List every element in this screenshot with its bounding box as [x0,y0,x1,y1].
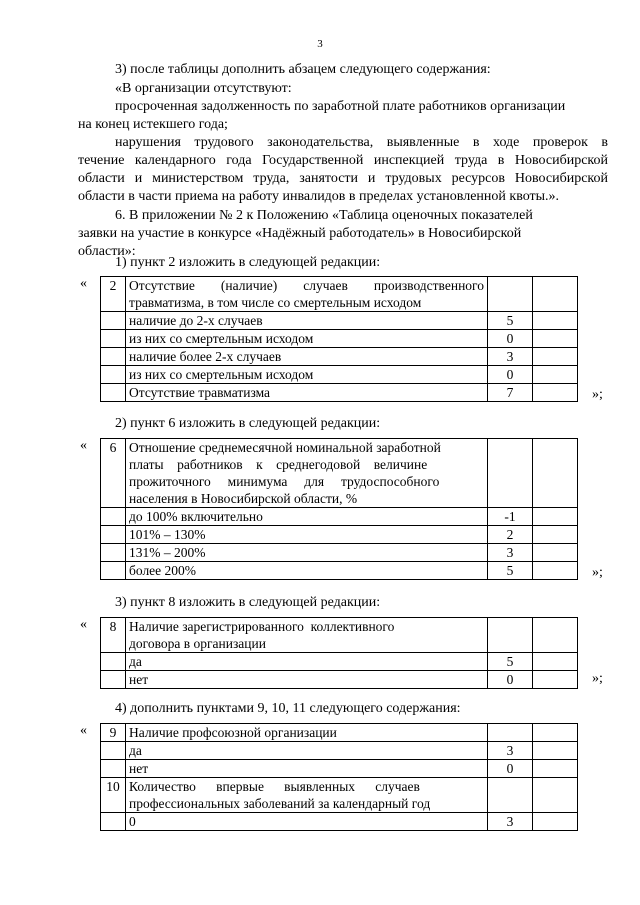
number-cell [101,653,126,671]
row-label: наличие более 2-х случаев [126,348,488,366]
number-cell [101,813,126,831]
score-cell [488,277,533,312]
table-row-title: Наличие профсоюзной организации [126,724,488,742]
number-cell [101,366,126,384]
section-2-heading: 2) пункт 6 изложить в следующей редакции: [115,416,381,431]
row-score: -1 [488,508,533,526]
number-cell [101,544,126,562]
violations-line-1: нарушения трудового законодательства, выявленные в ходе проверок в [115,135,608,150]
row-label: нет [126,671,488,689]
title-line-1: Количество впервые выявленных случаев [129,779,420,794]
title-line-3: прожиточного минимума для трудоспособного [129,474,440,489]
row-score: 5 [488,562,533,580]
page-number: 3 [317,38,323,50]
extra-cell [533,312,578,330]
extra-cell [533,653,578,671]
title-line-2: профессиональных заболеваний за календарный год [129,796,431,811]
table-row [101,277,578,312]
row-label: наличие до 2-х случаев [126,312,488,330]
row-score: 5 [488,653,533,671]
row-label: Отсутствие травматизма [126,384,488,402]
violations-line-4: области в части приема на работу инвалидов в пределах установленной квоты.». [78,189,560,204]
score-cell [488,778,533,813]
number-cell [101,384,126,402]
row-label: из них со смертельным исходом [126,330,488,348]
table-row-title [126,778,488,813]
table-1-quote-close: »; [592,387,603,402]
table-row [101,526,578,544]
extra-cell [533,348,578,366]
extra-cell [533,526,578,544]
table-row [101,813,578,831]
row-score: 3 [488,348,533,366]
table-row [101,366,578,384]
table-point-6 [100,438,578,580]
row-label: да [126,742,488,760]
row-label: более 200% [126,562,488,580]
extra-cell [533,366,578,384]
extra-cell [533,618,578,653]
score-cell [488,439,533,508]
extra-cell [533,724,578,742]
table-points-9-11 [100,723,578,831]
extra-cell [533,544,578,562]
table-row [101,742,578,760]
table-row-title [126,277,488,312]
row-score: 2 [488,526,533,544]
table-row [101,653,578,671]
table-row-title [126,618,488,653]
table-row [101,618,578,653]
row-label: до 100% включительно [126,508,488,526]
score-cell [488,724,533,742]
table-4-quote-open: « [80,723,87,738]
table-row [101,439,578,508]
number-cell [101,526,126,544]
number-cell [101,562,126,580]
violations-paragraph [78,134,608,206]
title-line-2: платы работников к среднегодовой величине [129,457,428,472]
point-number: 6 [101,439,126,508]
table-row [101,330,578,348]
row-label: 101% – 130% [126,526,488,544]
row-score: 0 [488,671,533,689]
table-row [101,508,578,526]
row-score: 3 [488,813,533,831]
table-1-quote-open: « [80,276,87,291]
number-cell [101,742,126,760]
table-point-8 [100,617,578,689]
title-line-1: Наличие зарегистрированного коллективного [129,619,395,634]
violations-line-3: области и министерством труда, занятости и трудовых ресурсов Новосибирской [78,171,608,186]
extra-cell [533,277,578,312]
row-label: 0 [126,813,488,831]
table-2-quote-close: »; [592,565,603,580]
extra-cell [533,439,578,508]
row-label: из них со смертельным исходом [126,366,488,384]
title-line-4: населения в Новосибирской области, % [129,491,358,506]
table-3-quote-close: »; [592,671,603,686]
row-label: да [126,653,488,671]
number-cell [101,671,126,689]
point-number: 8 [101,618,126,653]
title-line-2: травматизма, в том числе со смертельным исходом [129,295,422,310]
row-label: 131% – 200% [126,544,488,562]
overdue-line-1: просроченная задолженность по заработной плате работников организации [115,99,566,114]
table-point-2 [100,276,578,402]
extra-cell [533,760,578,778]
extra-cell [533,562,578,580]
quote-start-text: «В организации отсутствуют: [115,81,292,96]
extra-cell [533,742,578,760]
extra-cell [533,384,578,402]
table-3-quote-open: « [80,617,87,632]
title-line-1: Отношение среднемесячной номинальной заработной [129,440,441,455]
table-row [101,348,578,366]
row-score: 0 [488,366,533,384]
row-score: 0 [488,760,533,778]
table-row [101,562,578,580]
table-row [101,778,578,813]
table-row [101,724,578,742]
overdue-paragraph [78,98,608,134]
score-cell [488,618,533,653]
table-row [101,312,578,330]
item-6-paragraph [78,207,608,261]
table-row-title [126,439,488,508]
extra-cell [533,671,578,689]
point-number: 10 [101,778,126,813]
row-score: 3 [488,544,533,562]
number-cell [101,348,126,366]
title-line-2: договора в организации [129,636,266,651]
item-3-text: 3) после таблицы дополнить абзацем следующего содержания: [115,62,491,77]
item-6-line-3: области»: [78,244,136,259]
row-score: 5 [488,312,533,330]
row-score: 0 [488,330,533,348]
table-row [101,544,578,562]
table-2-quote-open: « [80,438,87,453]
table-row [101,671,578,689]
violations-line-2: течение календарного года Государственной инспекцией труда в Новосибирской [78,153,608,168]
extra-cell [533,508,578,526]
extra-cell [533,813,578,831]
title-line-1: Отсутствие (наличие) случаев производственного [129,278,484,293]
number-cell [101,760,126,778]
row-score: 7 [488,384,533,402]
extra-cell [533,778,578,813]
item-6-line-1: 6. В приложении № 2 к Положению «Таблица оценочных показателей [115,208,533,223]
number-cell [101,312,126,330]
number-cell [101,508,126,526]
section-1-heading: 1) пункт 2 изложить в следующей редакции: [115,255,381,270]
number-cell [101,330,126,348]
item-6-line-2: заявки на участие в конкурсе «Надёжный работодатель» в Новосибирской [78,226,522,241]
point-number: 2 [101,277,126,312]
row-score: 3 [488,742,533,760]
extra-cell [533,330,578,348]
row-label: нет [126,760,488,778]
table-row [101,760,578,778]
point-number: 9 [101,724,126,742]
section-4-heading: 4) дополнить пунктами 9, 10, 11 следующего содержания: [115,701,461,716]
table-row [101,384,578,402]
overdue-line-2: на конец истекшего года; [78,117,228,132]
section-3-heading: 3) пункт 8 изложить в следующей редакции: [115,595,381,610]
